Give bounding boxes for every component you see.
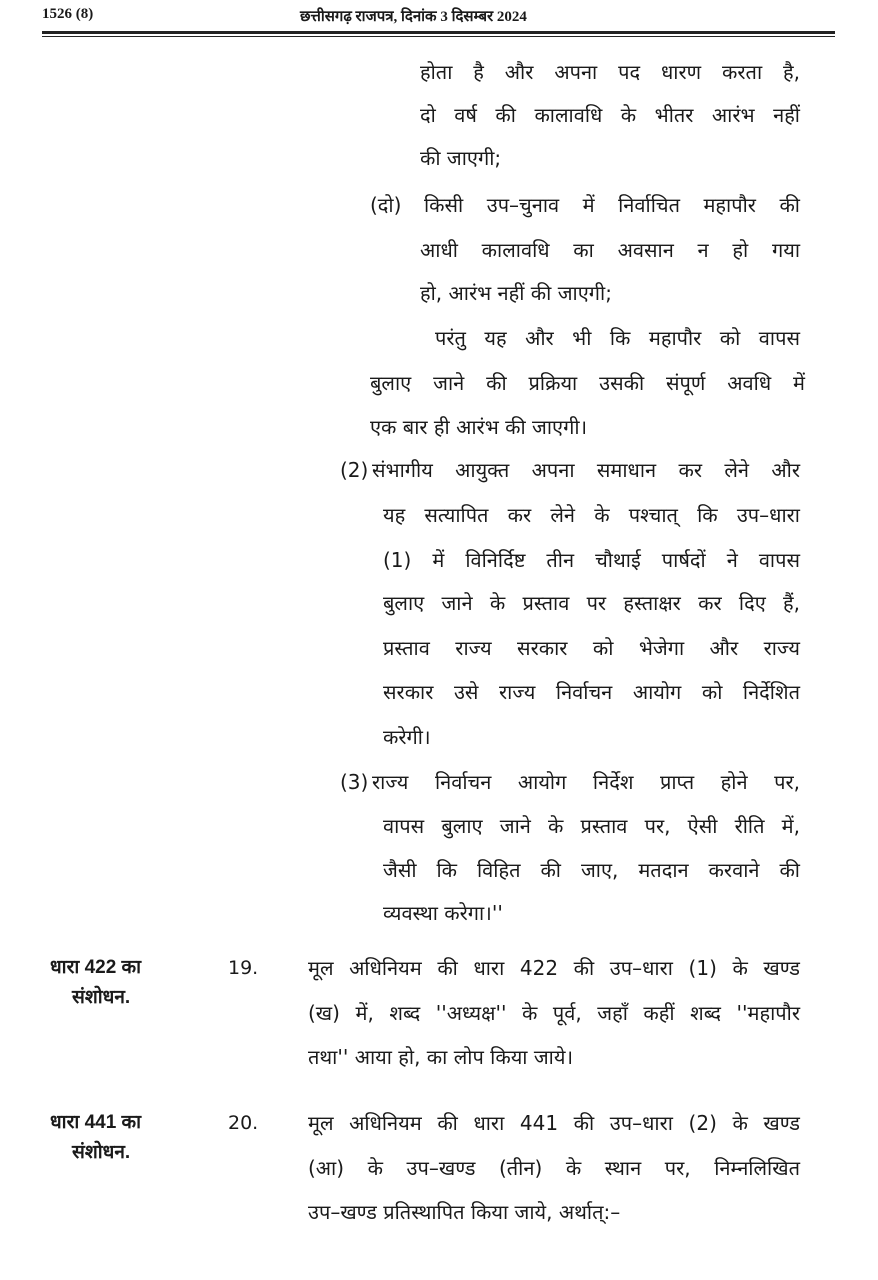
header-rule-thin xyxy=(42,36,835,37)
text-line: बुलाए जाने की प्रक्रिया उसकी संपूर्ण अवधि में xyxy=(370,371,805,395)
text-line: हो, आरंभ नहीं की जाएगी; xyxy=(420,281,612,305)
text-line: दो वर्ष की कालावधि के भीतर आरंभ नहीं xyxy=(420,103,800,127)
text-line: (1) में विनिर्दिष्ट तीन चौथाई पार्षदों ने वापस xyxy=(383,548,800,572)
section-number: 20. xyxy=(228,1112,259,1134)
text-line: उप–खण्ड प्रतिस्थापित किया जाये, अर्थात्:– xyxy=(308,1200,621,1224)
subsection-marker: (3) xyxy=(340,770,369,794)
text-line: जैसी कि विहित की जाए, मतदान करवाने की xyxy=(383,858,800,882)
margin-note: संशोधन. xyxy=(72,987,131,1008)
header-rule xyxy=(42,31,835,34)
margin-note: धारा 422 का xyxy=(50,957,142,978)
text-line: की जाएगी; xyxy=(420,146,502,170)
text-line: होता है और अपना पद धारण करता है, xyxy=(420,60,800,84)
text-line: (आ) के उप–खण्ड (तीन) के स्थान पर, निम्नलिखित xyxy=(308,1155,800,1180)
section-number: 19. xyxy=(228,957,259,979)
page-number: 1526 (8) xyxy=(42,6,94,22)
text-line: वापस बुलाए जाने के प्रस्ताव पर, ऐसी रीति में, xyxy=(383,814,800,838)
text-line: यह सत्यापित कर लेने के पश्चात् कि उप–धारा xyxy=(383,503,800,527)
margin-note: संशोधन. xyxy=(72,1142,131,1163)
text-line: व्यवस्था करेगा।'' xyxy=(383,901,503,925)
text-line: एक बार ही आरंभ की जाएगी। xyxy=(370,415,588,439)
text-line: मूल अधिनियम की धारा 441 की उप–धारा (2) के खण्ड xyxy=(308,1111,800,1135)
text-line: सरकार उसे राज्य निर्वाचन आयोग को निर्देशित xyxy=(383,680,800,704)
text-line: करेगी। xyxy=(383,725,431,749)
text-line: परंतु यह और भी कि महापौर को वापस xyxy=(435,326,800,350)
text-line: तथा'' आया हो, का लोप किया जाये। xyxy=(308,1045,574,1069)
text-line: प्रस्ताव राज्य सरकार को भेजेगा और राज्य xyxy=(383,636,800,660)
text-line: राज्य निर्वाचन आयोग निर्देश प्राप्त होने पर, xyxy=(372,770,800,794)
text-line: किसी उप–चुनाव में निर्वाचित महापौर की xyxy=(424,193,800,217)
text-line: आधी कालावधि का अवसान न हो गया xyxy=(420,238,800,262)
margin-note: धारा 441 का xyxy=(50,1112,142,1133)
text-line: (ख) में, शब्द ''अध्यक्ष'' के पूर्व, जहाँ कहीं शब्द ''महापौर xyxy=(308,1000,800,1025)
gazette-title: छत्तीसगढ़ राजपत्र, दिनांक 3 दिसम्बर 2024 xyxy=(300,9,527,25)
subsection-marker: (2) xyxy=(340,458,369,482)
item-marker: (दो) xyxy=(370,193,402,217)
text-line: बुलाए जाने के प्रस्ताव पर हस्ताक्षर कर दिए हैं, xyxy=(383,591,800,615)
text-line: संभागीय आयुक्त अपना समाधान कर लेने और xyxy=(372,458,800,482)
text-line: मूल अधिनियम की धारा 422 की उप–धारा (1) के खण्ड xyxy=(308,956,800,980)
